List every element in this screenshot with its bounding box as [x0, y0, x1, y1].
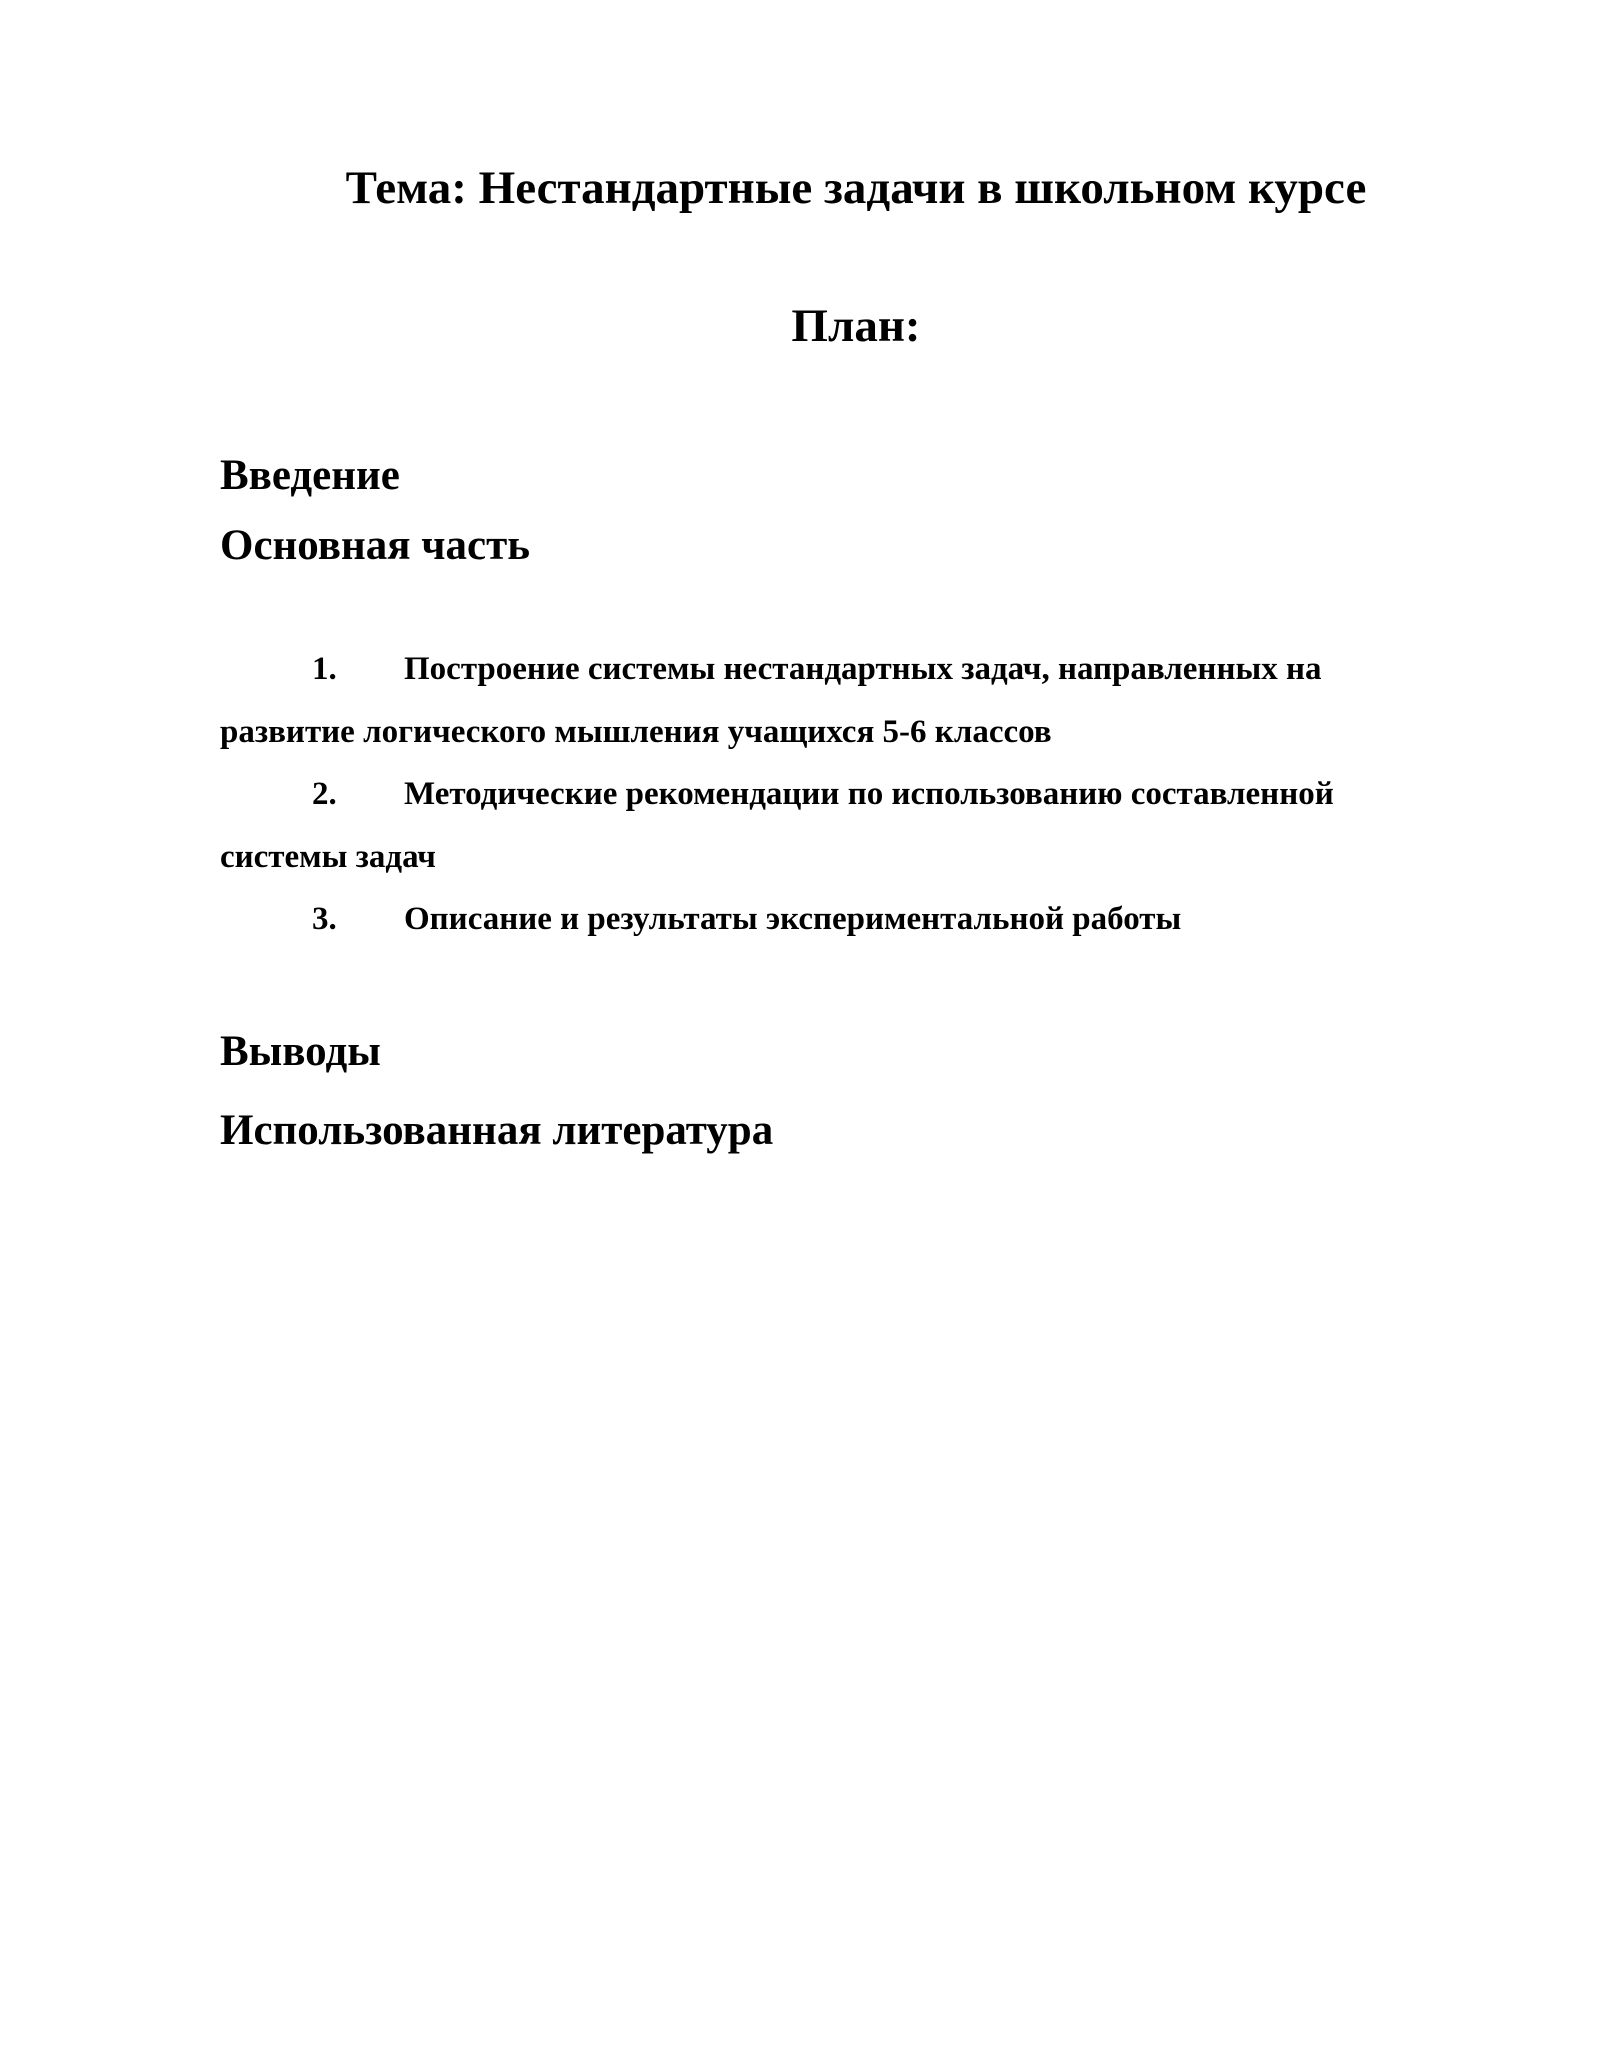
plan-item-text: Методические рекомендации по использованию составленной системы задач — [220, 776, 1334, 875]
plan-item-text: Построение системы нестандартных задач, направленных на развитие логического мышления учащихся 5-6 классов — [220, 651, 1322, 750]
plan-item-number: 1. — [312, 651, 337, 687]
document-title: Тема: Нестандартные задачи в школьном курсе — [345, 162, 1367, 214]
section-intro: Введение — [220, 452, 400, 499]
plan-item-text: Описание и результаты экспериментальной работы — [404, 901, 1182, 937]
plan-item-number: 3. — [312, 901, 337, 937]
plan-item-number: 2. — [312, 776, 337, 812]
plan-item-2 — [220, 763, 1440, 888]
plan-item-3 — [220, 888, 1440, 951]
section-main-part: Основная часть — [220, 522, 530, 569]
plan-item-list — [220, 638, 1440, 951]
plan-item-1 — [220, 638, 1440, 763]
section-literature: Использованная литература — [220, 1107, 774, 1154]
plan-heading: План: — [791, 300, 921, 352]
section-conclusions: Выводы — [220, 1028, 381, 1075]
